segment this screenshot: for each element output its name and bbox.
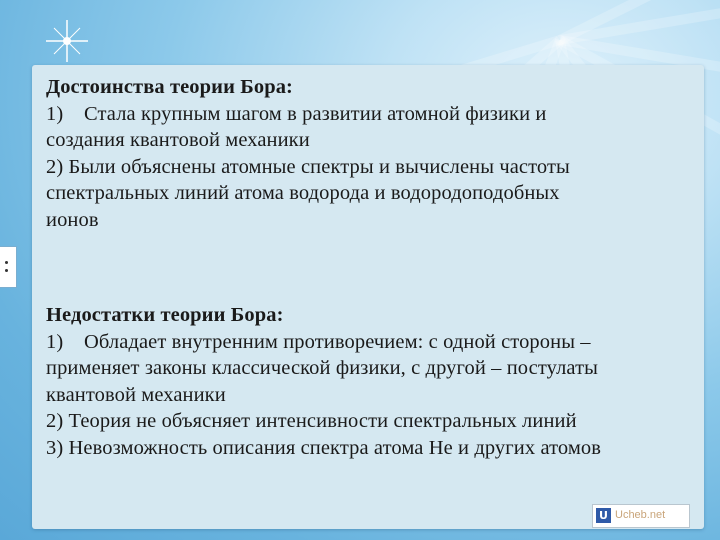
list-item xyxy=(46,154,706,181)
item-number: 1) xyxy=(46,102,64,125)
item-text: Обладает внутренним противоречием: с одной стороны – xyxy=(84,330,591,353)
item-text: Невозможность описания спектра атома Не и других атомов xyxy=(68,436,602,459)
item-number: 2) xyxy=(46,155,64,178)
item-text-continued: применяет законы классической физики, с другой – постулаты xyxy=(46,357,599,380)
side-handle-icon xyxy=(0,246,17,288)
item-text: Были объяснены атомные спектры и вычислены частоты xyxy=(68,155,570,178)
disadvantages-section xyxy=(46,302,706,462)
item-text-continued: ионов xyxy=(46,208,99,231)
item-number: 3) xyxy=(46,436,64,459)
disadvantages-heading: Недостатки теории Бора: xyxy=(46,304,284,326)
watermark-text: Ucheb.net xyxy=(615,509,666,521)
item-text-continued: спектральных линий атома водорода и водородоподобных xyxy=(46,182,560,205)
list-item xyxy=(46,101,706,128)
item-text: Теория не объясняет интенсивности спектральных линий xyxy=(68,410,577,433)
item-number: 2) xyxy=(46,410,64,433)
watermark-badge[interactable] xyxy=(592,504,690,528)
list-item xyxy=(46,435,706,462)
list-item xyxy=(46,329,706,356)
item-text: Стала крупным шагом в развитии атомной физики и xyxy=(84,102,547,125)
ucheb-logo-icon: U xyxy=(596,508,611,523)
advantages-section xyxy=(46,74,706,234)
sparkle-icon xyxy=(44,18,90,64)
advantages-heading: Достоинства теории Бора: xyxy=(46,76,293,98)
item-number: 1) xyxy=(46,330,64,353)
item-text-continued: квантовой механики xyxy=(46,383,226,406)
list-item xyxy=(46,408,706,435)
item-text-continued: создания квантовой механики xyxy=(46,129,310,152)
